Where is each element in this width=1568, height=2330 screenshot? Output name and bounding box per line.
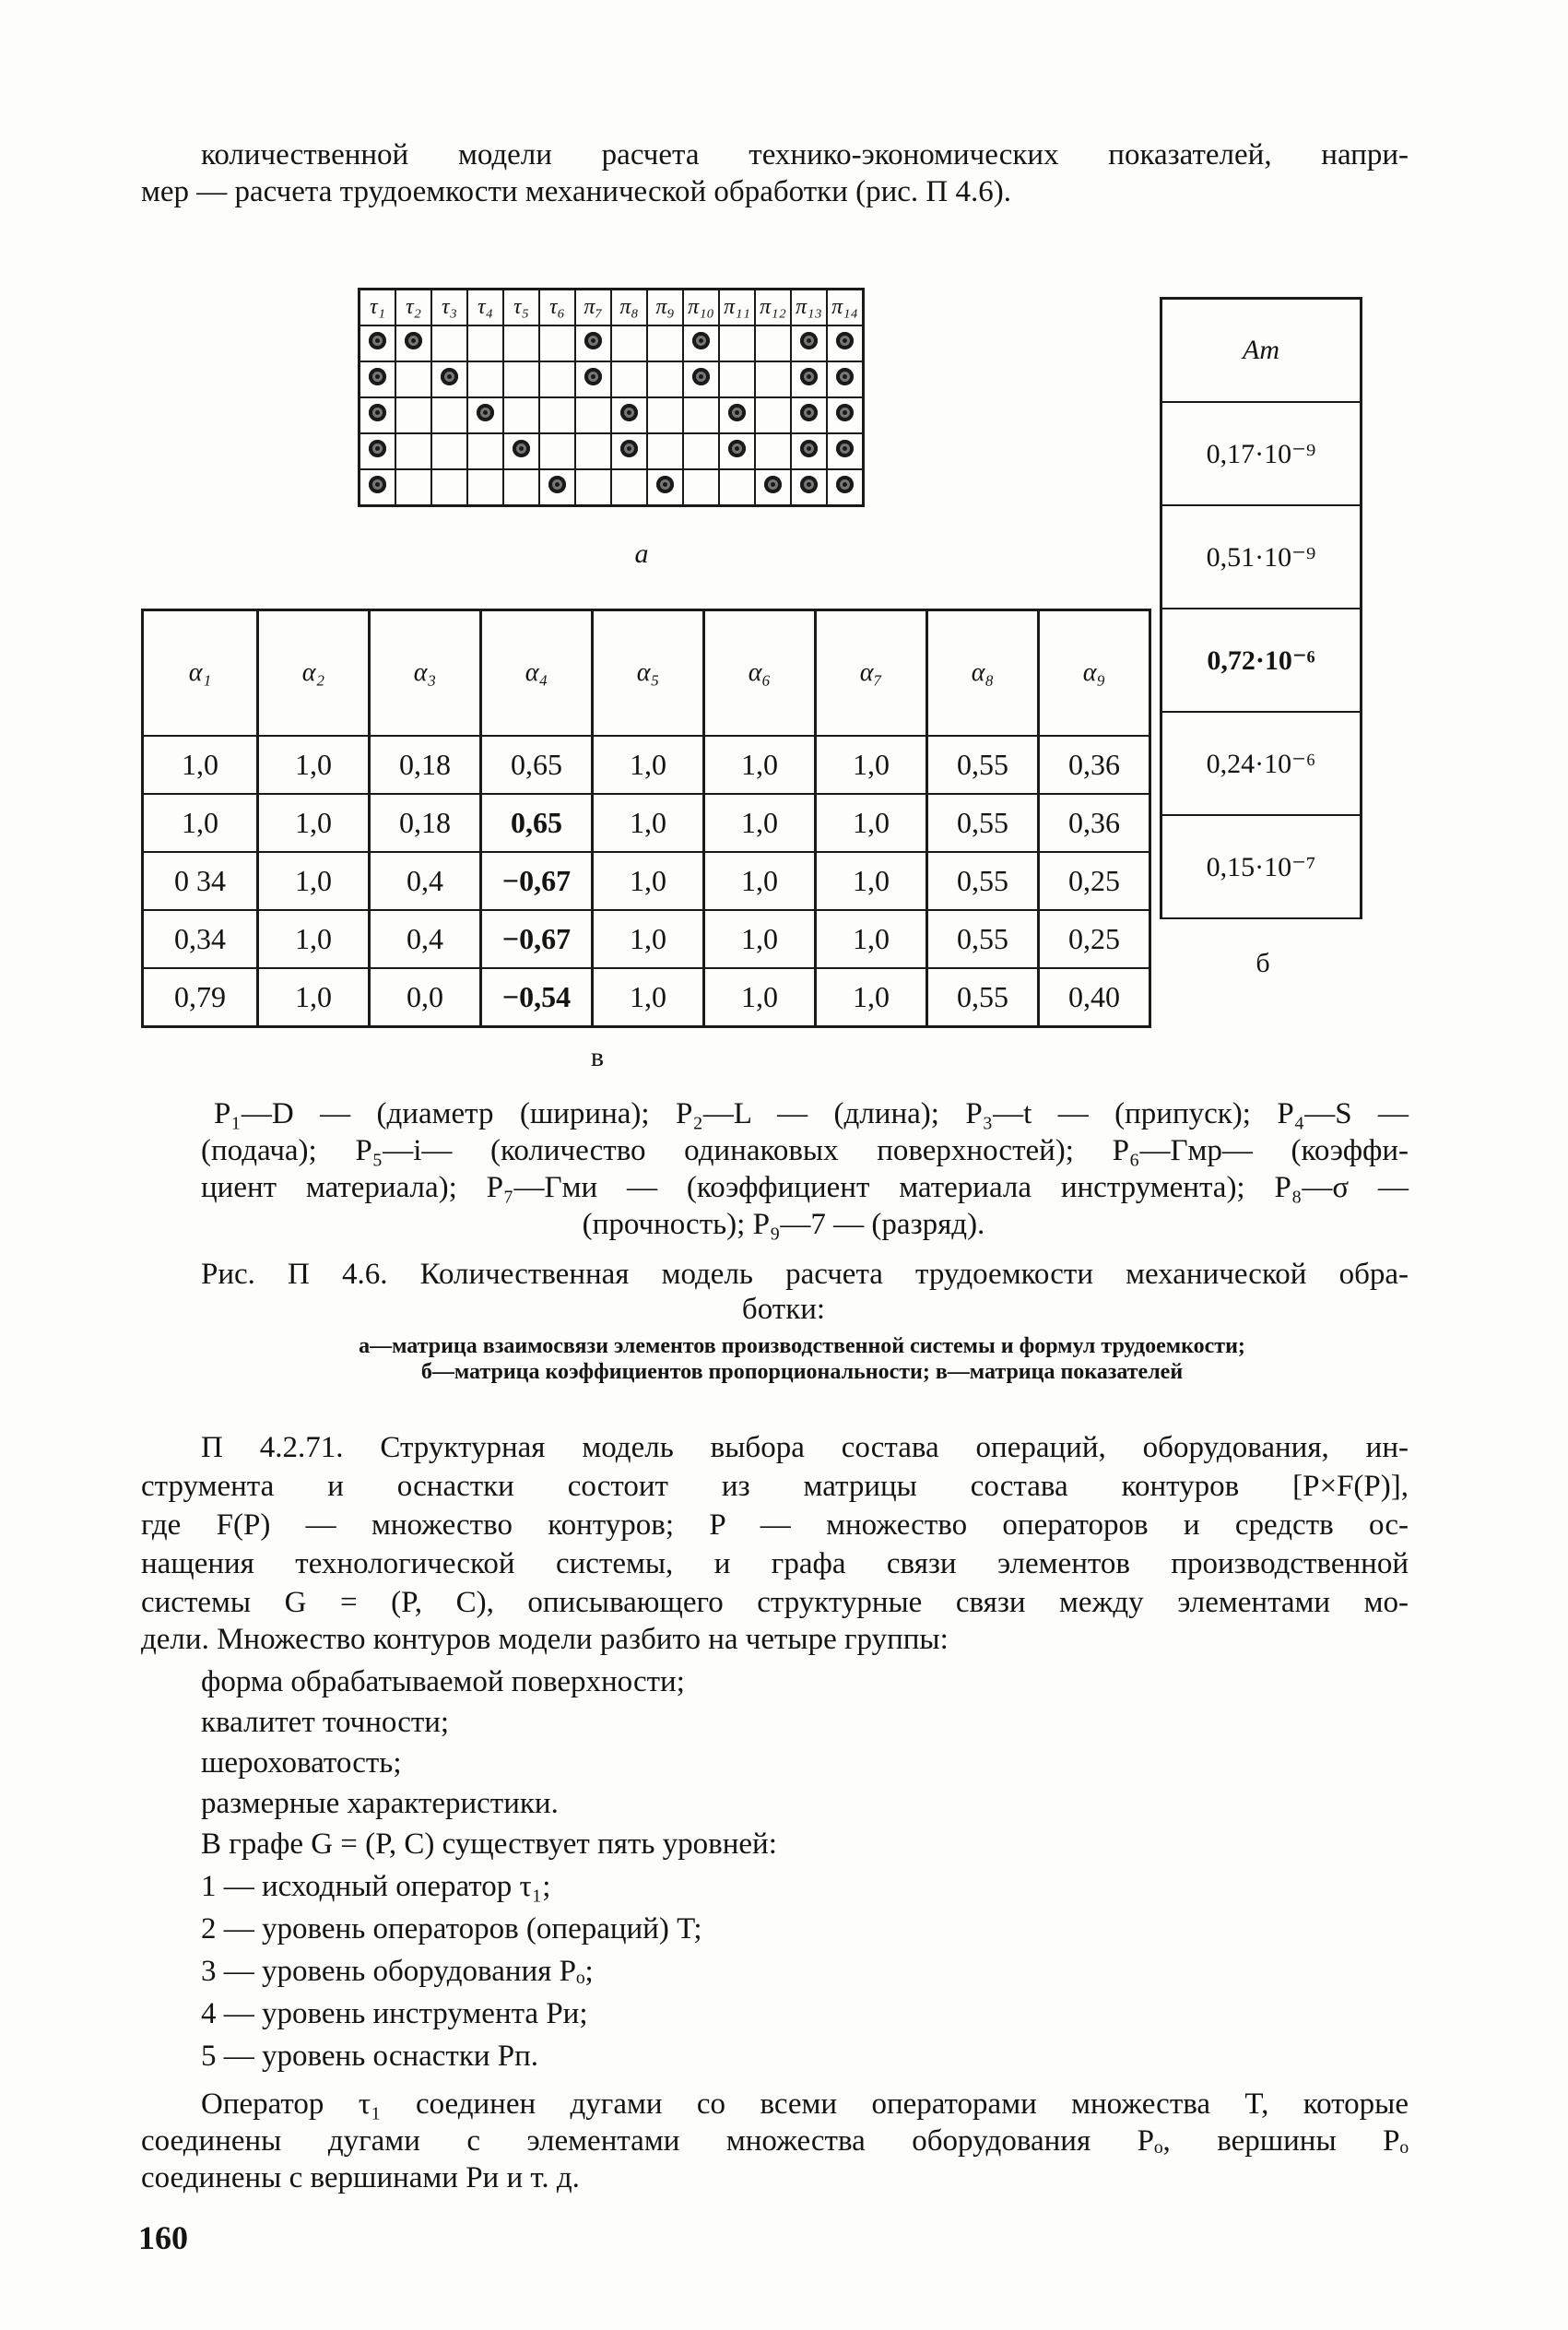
paragraph-line-6: дели. Множество контуров модели разбито на четыре группы: [141, 1623, 949, 1656]
matrix-v-cell: 0,4 [368, 909, 479, 967]
matrix-a-row [360, 433, 864, 469]
matrix-a-cell [611, 325, 647, 361]
matrix-a-cell [611, 433, 647, 469]
matrix-a-cell [719, 469, 755, 506]
matrix-a-cell [827, 325, 864, 361]
matrix-a-cell [827, 361, 864, 397]
matrix-a-header-cell: τ₄ [467, 290, 503, 326]
matrix-a-cell [539, 469, 575, 506]
matrix-a-cell [647, 397, 683, 433]
filled-dot-icon [513, 440, 530, 457]
filled-dot-icon [584, 332, 602, 349]
matrix-v-cell: 0,4 [368, 851, 479, 909]
matrix-v-cell: 0,55 [925, 967, 1037, 1025]
matrix-a-cell [360, 469, 396, 506]
matrix-a-header-row [360, 290, 864, 326]
matrix-v-row [141, 793, 1151, 851]
matrix-a-cell [719, 397, 755, 433]
matrix-a-header-cell: π₁₁ [719, 290, 755, 326]
matrix-v-row [141, 909, 1151, 967]
filled-dot-icon [692, 332, 710, 349]
matrix-a-cell [647, 361, 683, 397]
filled-dot-icon [405, 332, 422, 349]
matrix-v-cell: 0,65 [479, 793, 591, 851]
matrix-v-header-cell: α₉ [1037, 611, 1151, 735]
matrix-v-cell: −0,67 [479, 851, 591, 909]
matrix-b-header: Aт [1160, 300, 1362, 403]
legend-line-1: P₁—D — (диаметр (ширина); P₂—L — (длина); P₃—t — (припуск); P₄—S — [214, 1097, 1409, 1130]
filled-dot-icon [620, 440, 638, 457]
level-item: 2 — уровень операторов (операций) T; [201, 1912, 702, 1946]
matrix-v-header-cell: α₁ [141, 611, 256, 735]
matrix-b-caption: б [1256, 948, 1270, 978]
filled-dot-icon [836, 440, 854, 457]
filled-dot-icon [800, 476, 818, 493]
matrix-b-value: 0,72·10⁻⁶ [1160, 609, 1362, 713]
filled-dot-icon [369, 368, 386, 385]
matrix-a-row [360, 325, 864, 361]
matrix-v-row [141, 967, 1151, 1025]
filled-dot-icon [620, 404, 638, 421]
matrix-a-cell [611, 469, 647, 506]
matrix-a-header-cell: π₁₀ [683, 290, 719, 326]
matrix-v-header-cell: α₆ [702, 611, 814, 735]
matrix-v-cell: 0,36 [1037, 735, 1151, 793]
matrix-a-cell [611, 397, 647, 433]
matrix-v-cell: 1,0 [702, 909, 814, 967]
matrix-b-value: 0,15·10⁻⁷ [1160, 816, 1362, 919]
matrix-a-cell [431, 325, 467, 361]
matrix-v-cell: 1,0 [814, 793, 925, 851]
matrix-a-header-cell: τ₂ [395, 290, 431, 326]
matrix-a-cell [575, 397, 611, 433]
matrix-a-row [360, 361, 864, 397]
matrix-a-header-cell: π₇ [575, 290, 611, 326]
matrix-a-cell [683, 469, 719, 506]
matrix-a-cell [575, 433, 611, 469]
filled-dot-icon [764, 476, 782, 493]
matrix-v-cell: 0,55 [925, 909, 1037, 967]
matrix-a-row [360, 469, 864, 506]
closing-line-3: соединены с вершинами Pи и т. д. [141, 2161, 580, 2194]
filled-dot-icon [836, 404, 854, 421]
matrix-a-header-cell: π₈ [611, 290, 647, 326]
filled-dot-icon [441, 368, 458, 385]
filled-dot-icon [800, 368, 818, 385]
matrix-v-cell: 1,0 [141, 735, 256, 793]
matrix-a-cell [395, 325, 431, 361]
matrix-v-cell: 0,55 [925, 793, 1037, 851]
matrix-a-header-cell: τ₃ [431, 290, 467, 326]
filled-dot-icon [369, 404, 386, 421]
figure-caption-sub-1: а—матрица взаимосвязи элементов производственной системы и формул трудоемкости; [359, 1334, 1245, 1358]
matrix-a-cell [683, 397, 719, 433]
matrix-a-cell [467, 433, 503, 469]
matrix-a-header-cell: τ₆ [539, 290, 575, 326]
filled-dot-icon [369, 332, 386, 349]
matrix-v-cell: 0,25 [1037, 909, 1151, 967]
matrix-v-cell: 1,0 [256, 851, 368, 909]
matrix-b-value: 0,24·10⁻⁶ [1160, 713, 1362, 816]
matrix-a-cell [827, 433, 864, 469]
matrix-v-cell: 1,0 [256, 793, 368, 851]
matrix-v-cell: 1,0 [814, 851, 925, 909]
filled-dot-icon [728, 440, 746, 457]
matrix-a-cell [467, 469, 503, 506]
matrix-a-cell [575, 325, 611, 361]
matrix-a-cell [360, 361, 396, 397]
matrix-v-cell: 1,0 [591, 909, 702, 967]
matrix-b [1160, 297, 1362, 919]
legend-line-3: циент материала); P₇—Γми — (коэффициент материала инструмента); P₈—σ — [201, 1171, 1409, 1204]
matrix-a-cell [791, 325, 827, 361]
matrix-v-cell: 0,40 [1037, 967, 1151, 1025]
matrix-v-cell: 1,0 [702, 851, 814, 909]
graph-intro: В графе G = (P, C) существует пять уровней: [201, 1827, 777, 1861]
matrix-v-cell: 0,55 [925, 851, 1037, 909]
level-item: 1 — исходный оператор τ₁; [201, 1870, 551, 1903]
filled-dot-icon [477, 404, 494, 421]
matrix-v-cell: 0,79 [141, 967, 256, 1025]
matrix-v-cell: 1,0 [814, 735, 925, 793]
filled-dot-icon [692, 368, 710, 385]
matrix-a-cell [683, 433, 719, 469]
matrix-v-header-cell: α₂ [256, 611, 368, 735]
paragraph-line-1: П 4.2.71. Структурная модель выбора состава операций, оборудования, ин- [201, 1431, 1409, 1464]
intro-line-1: количественной модели расчета технико-экономических показателей, напри- [201, 138, 1409, 171]
matrix-a-cell [503, 361, 539, 397]
paragraph-line-4: нащения технологической системы, и графа связи элементов производственной [141, 1547, 1409, 1580]
matrix-a-cell [755, 433, 791, 469]
matrix-v-cell: 0,0 [368, 967, 479, 1025]
level-item: 4 — уровень инструмента Pи; [201, 1997, 588, 2030]
filled-dot-icon [836, 368, 854, 385]
matrix-a-cell [575, 469, 611, 506]
filled-dot-icon [800, 404, 818, 421]
group-item: размерные характеристики. [201, 1787, 559, 1820]
level-item: 5 — уровень оснастки Pп. [201, 2040, 539, 2073]
matrix-v-header-cell: α₃ [368, 611, 479, 735]
matrix-a-cell [791, 433, 827, 469]
matrix-a-header-cell: π₉ [647, 290, 683, 326]
matrix-v-header-cell: α₅ [591, 611, 702, 735]
matrix-a-header-cell: π₁₃ [791, 290, 827, 326]
matrix-v-cell: 1,0 [141, 793, 256, 851]
matrix-v-cell: 1,0 [591, 967, 702, 1025]
matrix-v-cell: 1,0 [591, 735, 702, 793]
matrix-a-cell [827, 469, 864, 506]
figure-caption-sub-2: б—матрица коэффициентов пропорциональности; в—матрица показателей [420, 1360, 1184, 1384]
filled-dot-icon [800, 440, 818, 457]
matrix-a-cell [467, 361, 503, 397]
matrix-a-header-cell: π₁₂ [755, 290, 791, 326]
matrix-v-cell: −0,67 [479, 909, 591, 967]
matrix-a-cell [539, 325, 575, 361]
intro-line-2: мер — расчета трудоемкости механической обработки (рис. П 4.6). [141, 175, 1011, 208]
matrix-a-cell [755, 361, 791, 397]
matrix-a [358, 288, 865, 507]
matrix-v-cell: 0,65 [479, 735, 591, 793]
filled-dot-icon [836, 332, 854, 349]
group-item: форма обрабатываемой поверхности; [201, 1665, 685, 1698]
matrix-v-cell: 0 34 [141, 851, 256, 909]
matrix-a-cell [575, 361, 611, 397]
matrix-a-cell [791, 397, 827, 433]
matrix-v-header-cell: α₄ [479, 611, 591, 735]
matrix-v-cell: 0,36 [1037, 793, 1151, 851]
matrix-a-cell [395, 469, 431, 506]
matrix-v-cell: 1,0 [256, 909, 368, 967]
matrix-a-cell [395, 397, 431, 433]
filled-dot-icon [836, 476, 854, 493]
paragraph-line-5: системы G = (P, C), описывающего структурные связи между элементами мо- [141, 1586, 1409, 1619]
filled-dot-icon [728, 404, 746, 421]
figure-caption-line-1: Рис. П 4.6. Количественная модель расчета трудоемкости механической обра- [201, 1258, 1409, 1291]
matrix-a-cell [683, 361, 719, 397]
filled-dot-icon [369, 440, 386, 457]
filled-dot-icon [584, 368, 602, 385]
matrix-a-cell [503, 325, 539, 361]
filled-dot-icon [548, 476, 566, 493]
matrix-a-cell [755, 469, 791, 506]
matrix-a-cell [431, 397, 467, 433]
matrix-v-cell: 1,0 [814, 909, 925, 967]
matrix-a-cell [467, 397, 503, 433]
matrix-v-cell: 1,0 [702, 793, 814, 851]
matrix-v-cell: 0,25 [1037, 851, 1151, 909]
matrix-a-cell [360, 433, 396, 469]
matrix-a-cell [755, 325, 791, 361]
matrix-b-value: 0,17·10⁻⁹ [1160, 403, 1362, 506]
matrix-v-caption: в [590, 1042, 605, 1072]
matrix-a-cell [683, 325, 719, 361]
matrix-v-cell: 1,0 [591, 851, 702, 909]
matrix-v-header-cell: α₇ [814, 611, 925, 735]
matrix-v-row [141, 735, 1151, 793]
matrix-a-cell [719, 361, 755, 397]
matrix-a-cell [647, 433, 683, 469]
matrix-a-cell [611, 361, 647, 397]
matrix-a-cell [503, 469, 539, 506]
matrix-v-cell: −0,54 [479, 967, 591, 1025]
matrix-a-cell [755, 397, 791, 433]
matrix-v-cell: 1,0 [591, 793, 702, 851]
matrix-a-header-cell: π₁₄ [827, 290, 864, 326]
matrix-a-row [360, 397, 864, 433]
matrix-a-cell [791, 361, 827, 397]
matrix-a-cell [503, 397, 539, 433]
group-item: шероховатость; [201, 1746, 402, 1780]
matrix-b-value: 0,51·10⁻⁹ [1160, 506, 1362, 609]
paragraph-line-2: струмента и оснастки состоит из матрицы состава контуров [P×F(P)], [141, 1470, 1409, 1503]
matrix-a-caption: а [634, 538, 649, 569]
filled-dot-icon [656, 476, 674, 493]
matrix-a-cell [539, 361, 575, 397]
page-number: 160 [138, 2219, 188, 2256]
matrix-v-cell: 1,0 [256, 967, 368, 1025]
matrix-a-cell [360, 397, 396, 433]
matrix-a-cell [791, 469, 827, 506]
matrix-a-header-cell: τ₅ [503, 290, 539, 326]
matrix-v-header-cell: α₈ [925, 611, 1037, 735]
filled-dot-icon [800, 332, 818, 349]
matrix-v-cell: 1,0 [814, 967, 925, 1025]
matrix-a-cell [431, 469, 467, 506]
matrix-v-cell: 1,0 [702, 735, 814, 793]
figure-caption-line-2: ботки: [741, 1293, 826, 1326]
matrix-v [141, 609, 1151, 1028]
matrix-a-cell [395, 361, 431, 397]
filled-dot-icon [369, 476, 386, 493]
matrix-a-cell [360, 325, 396, 361]
matrix-a-cell [503, 433, 539, 469]
matrix-v-row [141, 851, 1151, 909]
matrix-a-cell [539, 433, 575, 469]
matrix-a-cell [719, 325, 755, 361]
matrix-v-cell: 0,34 [141, 909, 256, 967]
legend-line-2: (подача); P₅—i— (количество одинаковых поверхностей); P₆—Γмр— (коэффи- [201, 1134, 1409, 1167]
matrix-a-cell [647, 469, 683, 506]
level-item: 3 — уровень оборудования Pₒ; [201, 1955, 594, 1988]
matrix-a-cell [719, 433, 755, 469]
matrix-v-cell: 1,0 [702, 967, 814, 1025]
legend-line-4: (прочность); P₉—7 — (разряд). [582, 1208, 985, 1241]
matrix-v-cell: 0,55 [925, 735, 1037, 793]
matrix-v-cell: 0,18 [368, 735, 479, 793]
matrix-v-cell: 1,0 [256, 735, 368, 793]
matrix-v-cell: 0,18 [368, 793, 479, 851]
matrix-a-cell [431, 361, 467, 397]
group-item: квалитет точности; [201, 1706, 450, 1739]
matrix-a-cell [467, 325, 503, 361]
matrix-a-cell [647, 325, 683, 361]
matrix-a-header-cell: τ₁ [360, 290, 396, 326]
matrix-a-cell [827, 397, 864, 433]
paragraph-line-3: где F(P) — множество контуров; P — множество операторов и средств ос- [141, 1508, 1409, 1542]
matrix-a-cell [395, 433, 431, 469]
matrix-a-cell [539, 397, 575, 433]
closing-line-2: соединены дугами с элементами множества оборудования Pₒ, вершины Pₒ [141, 2124, 1409, 2158]
closing-line-1: Оператор τ₁ соединен дугами со всеми операторами множества T, которые [201, 2088, 1409, 2121]
matrix-a-cell [431, 433, 467, 469]
